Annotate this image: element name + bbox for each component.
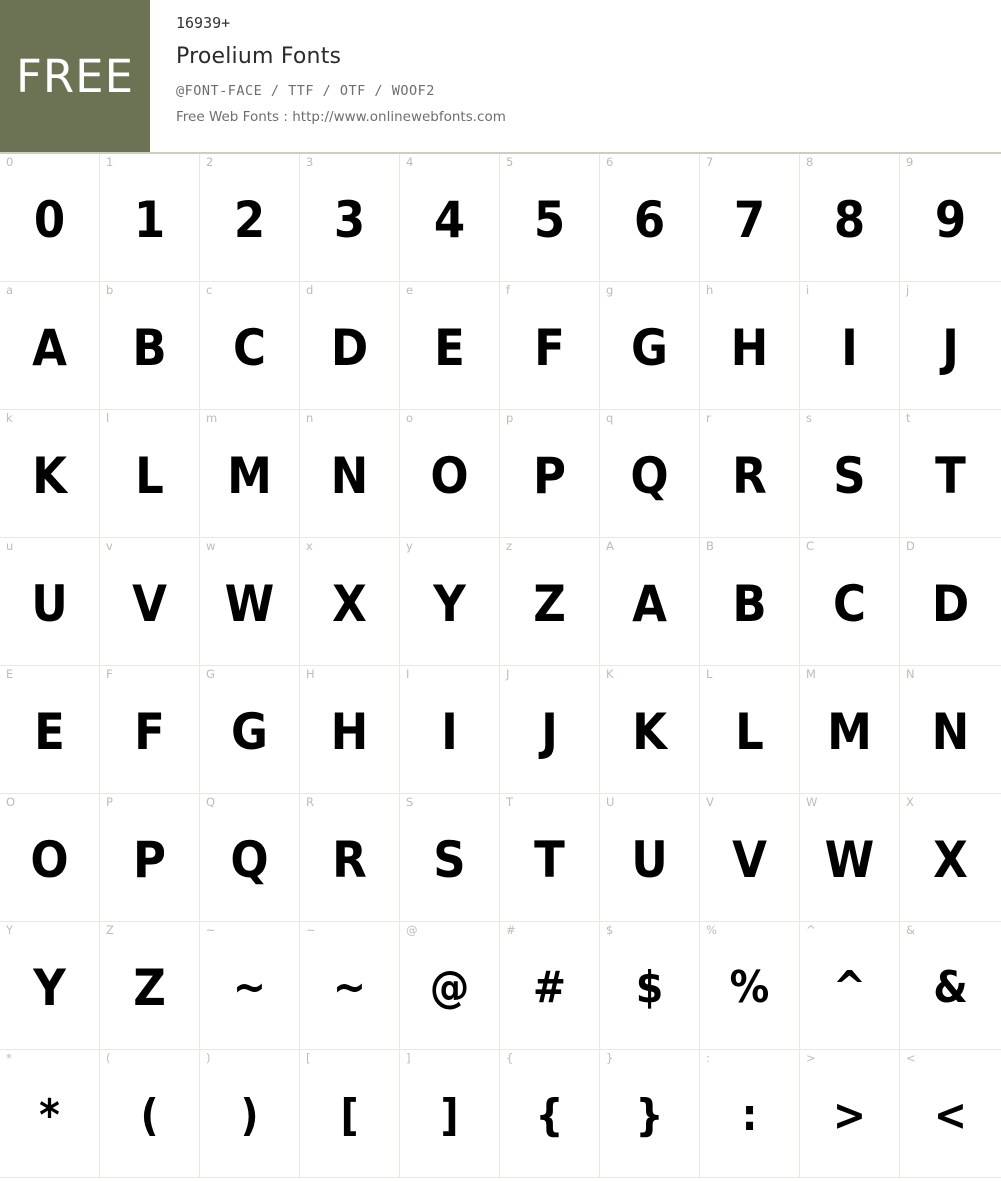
- glyph-cell-label: M: [806, 667, 816, 681]
- version-label: 16939+: [176, 14, 231, 32]
- glyph-cell-label: R: [306, 795, 314, 809]
- glyph-cell[interactable]: [400, 154, 500, 281]
- glyph-cell-label: t: [906, 411, 911, 425]
- glyph-cell[interactable]: [800, 1050, 900, 1177]
- glyph-cell-label: 7: [706, 155, 714, 169]
- glyph-cell[interactable]: [0, 282, 100, 409]
- glyph-cell-label: 2: [206, 155, 214, 169]
- glyph-cell[interactable]: [400, 1050, 500, 1177]
- glyph-cell-label: 0: [6, 155, 14, 169]
- glyph-cell-character: &: [933, 961, 968, 1013]
- glyph-cell-character: ]: [440, 1089, 459, 1141]
- glyph-cell[interactable]: [600, 410, 700, 537]
- glyph-row: [0, 538, 1001, 666]
- glyph-cell-character: V: [732, 830, 767, 889]
- glyph-cell-label: 8: [806, 155, 814, 169]
- glyph-cell[interactable]: [0, 1050, 100, 1177]
- glyph-cell-character: L: [735, 702, 764, 761]
- glyph-cell-character: 9: [934, 190, 967, 249]
- glyph-cell-character: G: [231, 702, 268, 761]
- glyph-cell-label: >: [806, 1051, 816, 1065]
- glyph-cell-label: k: [6, 411, 13, 425]
- glyph-cell-label: Q: [206, 795, 216, 809]
- glyph-cell-character: B: [732, 574, 767, 633]
- glyph-cell-character: Z: [133, 958, 166, 1017]
- glyph-cell[interactable]: [400, 538, 500, 665]
- glyph-cell[interactable]: [400, 410, 500, 537]
- glyph-cell-label: H: [306, 667, 315, 681]
- glyph-cell-label: X: [906, 795, 914, 809]
- glyph-cell-label: S: [406, 795, 414, 809]
- glyph-row: [0, 282, 1001, 410]
- glyph-cell-label: I: [406, 667, 410, 681]
- glyph-cell-label: 1: [106, 155, 114, 169]
- glyph-cell-character: O: [430, 446, 469, 505]
- glyph-cell-character: Y: [33, 958, 66, 1017]
- glyph-cell-character: Q: [230, 830, 269, 889]
- glyph-cell[interactable]: [600, 538, 700, 665]
- glyph-cell-character: X: [933, 830, 968, 889]
- glyph-cell-character: K: [32, 446, 67, 505]
- glyph-cell[interactable]: [500, 794, 600, 921]
- glyph-cell-character: K: [632, 702, 667, 761]
- glyph-cell-label: u: [6, 539, 14, 553]
- glyph-cell-character: 1: [133, 190, 166, 249]
- glyph-cell[interactable]: [500, 1050, 600, 1177]
- glyph-cell-label: @: [406, 923, 418, 937]
- glyph-cell[interactable]: [200, 1050, 300, 1177]
- glyph-cell[interactable]: [800, 154, 900, 281]
- glyph-cell[interactable]: [500, 538, 600, 665]
- glyph-row: [0, 1050, 1001, 1178]
- glyph-cell[interactable]: [500, 922, 600, 1049]
- glyph-cell-label: 5: [506, 155, 514, 169]
- glyph-cell[interactable]: [400, 666, 500, 793]
- glyph-cell[interactable]: [100, 666, 200, 793]
- source-url[interactable]: http://www.onlinewebfonts.com: [292, 109, 506, 125]
- glyph-cell-label: <: [906, 1051, 916, 1065]
- glyph-cell[interactable]: [500, 154, 600, 281]
- glyph-cell-label: ]: [406, 1051, 411, 1065]
- glyph-cell-label: c: [206, 283, 213, 297]
- source-prefix: Free Web Fonts :: [176, 109, 293, 125]
- glyph-cell-label: Y: [6, 923, 14, 937]
- glyph-cell-character: H: [730, 318, 769, 377]
- glyph-cell[interactable]: [300, 410, 400, 537]
- glyph-cell-character: P: [133, 830, 166, 889]
- glyph-cell-character: [: [340, 1089, 359, 1141]
- glyph-row: [0, 410, 1001, 538]
- font-info: [150, 0, 1001, 152]
- glyph-cell[interactable]: [0, 922, 100, 1049]
- glyph-cell[interactable]: [200, 410, 300, 537]
- glyph-cell-character: I: [841, 318, 858, 377]
- glyph-cell-label: *: [6, 1051, 12, 1065]
- glyph-cell[interactable]: [0, 794, 100, 921]
- glyph-cell-label: U: [606, 795, 615, 809]
- glyph-cell-character: U: [31, 574, 68, 633]
- glyph-cell-label: p: [506, 411, 514, 425]
- glyph-cell[interactable]: [900, 794, 1001, 921]
- glyph-cell-character: S: [433, 830, 466, 889]
- glyph-cell[interactable]: [900, 538, 1001, 665]
- formats-label: @FONT-FACE / TTF / OTF / WOOF2: [176, 83, 435, 99]
- glyph-cell-character: J: [541, 702, 558, 761]
- glyph-cell[interactable]: [100, 282, 200, 409]
- glyph-cell-label: x: [306, 539, 313, 553]
- glyph-cell-character: >: [832, 1089, 867, 1141]
- glyph-cell[interactable]: [500, 282, 600, 409]
- glyph-cell-character: }: [635, 1089, 664, 1141]
- glyph-cell-character: E: [34, 702, 65, 761]
- glyph-cell-label: }: [606, 1051, 614, 1065]
- glyph-cell[interactable]: [100, 154, 200, 281]
- glyph-cell-label: e: [406, 283, 414, 297]
- glyph-cell-label: {: [506, 1051, 514, 1065]
- glyph-cell[interactable]: [900, 922, 1001, 1049]
- glyph-cell-character: N: [931, 702, 970, 761]
- glyph-cell-character: 0: [33, 190, 66, 249]
- glyph-cell-label: W: [806, 795, 818, 809]
- page-header: [0, 0, 1001, 154]
- glyph-cell-label: v: [106, 539, 113, 553]
- glyph-cell[interactable]: [300, 154, 400, 281]
- glyph-cell-label: o: [406, 411, 414, 425]
- glyph-cell[interactable]: [300, 538, 400, 665]
- glyph-cell-label: D: [906, 539, 915, 553]
- glyph-cell[interactable]: [700, 282, 800, 409]
- glyph-cell-label: d: [306, 283, 314, 297]
- glyph-cell[interactable]: [900, 282, 1001, 409]
- glyph-cell-label: 6: [606, 155, 614, 169]
- glyph-cell[interactable]: [800, 794, 900, 921]
- glyph-cell-label: E: [6, 667, 14, 681]
- glyph-cell-label: P: [106, 795, 113, 809]
- glyph-cell-character: ~: [332, 961, 367, 1013]
- glyph-cell[interactable]: [500, 666, 600, 793]
- glyph-cell-character: 5: [533, 190, 566, 249]
- glyph-cell[interactable]: [700, 794, 800, 921]
- glyph-cell[interactable]: [300, 794, 400, 921]
- glyph-cell-character: D: [931, 574, 970, 633]
- glyph-cell[interactable]: [900, 1050, 1001, 1177]
- glyph-cell-label: T: [506, 795, 514, 809]
- glyph-cell[interactable]: [700, 538, 800, 665]
- glyph-cell[interactable]: [900, 410, 1001, 537]
- glyph-cell-label: y: [406, 539, 413, 553]
- glyph-cell-label: 4: [406, 155, 414, 169]
- glyph-cell[interactable]: [400, 282, 500, 409]
- glyph-cell-character: 8: [833, 190, 866, 249]
- glyph-cell[interactable]: [200, 282, 300, 409]
- glyph-cell[interactable]: [200, 922, 300, 1049]
- glyph-cell-character: Y: [433, 574, 466, 633]
- glyph-cell-character: E: [434, 318, 465, 377]
- glyph-cell-label: C: [806, 539, 815, 553]
- glyph-cell-label: z: [506, 539, 513, 553]
- glyph-row: [0, 666, 1001, 794]
- glyph-cell-label: n: [306, 411, 314, 425]
- glyph-cell-character: W: [824, 830, 875, 889]
- glyph-cell-character: C: [832, 574, 866, 633]
- glyph-cell-character: T: [935, 446, 966, 505]
- glyph-cell-label: (: [106, 1051, 111, 1065]
- glyph-cell-character: {: [535, 1089, 564, 1141]
- glyph-cell-character: L: [135, 446, 164, 505]
- glyph-cell-character: O: [30, 830, 69, 889]
- glyph-cell[interactable]: [300, 666, 400, 793]
- glyph-cell-character: #: [532, 961, 567, 1013]
- glyph-cell-label: F: [106, 667, 113, 681]
- glyph-cell-character: F: [534, 318, 565, 377]
- glyph-cell-label: L: [706, 667, 713, 681]
- glyph-cell[interactable]: [600, 922, 700, 1049]
- glyph-cell-label: i: [806, 283, 810, 297]
- glyph-cell-character: T: [534, 830, 565, 889]
- glyph-cell-character: M: [827, 702, 872, 761]
- glyph-cell-character: U: [631, 830, 668, 889]
- glyph-cell[interactable]: [800, 282, 900, 409]
- glyph-cell[interactable]: [100, 794, 200, 921]
- glyph-cell[interactable]: [200, 154, 300, 281]
- glyph-cell-character: 7: [733, 190, 766, 249]
- glyph-cell-character: W: [224, 574, 275, 633]
- glyph-row: [0, 794, 1001, 922]
- glyph-cell-label: r: [706, 411, 711, 425]
- glyph-row: [0, 922, 1001, 1050]
- glyph-cell-character: @: [429, 961, 470, 1013]
- glyph-cell[interactable]: [600, 282, 700, 409]
- glyph-cell[interactable]: [700, 154, 800, 281]
- glyph-cell[interactable]: [400, 922, 500, 1049]
- glyph-cell-label: #: [506, 923, 516, 937]
- glyph-cell-character: F: [134, 702, 165, 761]
- source-line: [176, 109, 1001, 125]
- glyph-cell-label: ): [206, 1051, 211, 1065]
- glyph-cell[interactable]: [800, 410, 900, 537]
- glyph-cell[interactable]: [100, 1050, 200, 1177]
- glyph-cell[interactable]: [800, 538, 900, 665]
- glyph-cell-character: M: [227, 446, 272, 505]
- glyph-cell-label: J: [506, 667, 510, 681]
- glyph-cell-character: H: [330, 702, 369, 761]
- glyph-cell-label: w: [206, 539, 216, 553]
- glyph-cell-label: j: [906, 283, 910, 297]
- glyph-cell-label: g: [606, 283, 614, 297]
- glyph-cell-label: s: [806, 411, 812, 425]
- glyph-cell[interactable]: [700, 666, 800, 793]
- glyph-cell[interactable]: [0, 154, 100, 281]
- glyph-cell[interactable]: [600, 1050, 700, 1177]
- free-badge: FREE: [0, 0, 150, 152]
- glyph-cell-character: $: [635, 961, 664, 1013]
- glyph-cell-character: ~: [232, 961, 267, 1013]
- glyph-cell-character: B: [132, 318, 167, 377]
- glyph-cell-label: K: [606, 667, 614, 681]
- glyph-cell[interactable]: [800, 666, 900, 793]
- glyph-cell[interactable]: [400, 794, 500, 921]
- glyph-cell-character: :: [741, 1089, 758, 1141]
- glyph-cell[interactable]: [700, 410, 800, 537]
- glyph-cell-label: h: [706, 283, 714, 297]
- glyph-cell[interactable]: [0, 538, 100, 665]
- glyph-cell[interactable]: [100, 410, 200, 537]
- glyph-cell-label: G: [206, 667, 215, 681]
- glyph-cell-label: 3: [306, 155, 314, 169]
- glyph-cell-label: q: [606, 411, 614, 425]
- glyph-cell-character: N: [330, 446, 369, 505]
- glyph-cell-character: J: [942, 318, 959, 377]
- glyph-cell-label: &: [906, 923, 915, 937]
- glyph-cell-label: $: [606, 923, 614, 937]
- glyph-cell-character: <: [933, 1089, 968, 1141]
- glyph-cell-character: R: [332, 830, 367, 889]
- glyph-cell-character: X: [332, 574, 367, 633]
- glyph-cell-character: (: [140, 1089, 159, 1141]
- glyph-cell-label: ~: [206, 923, 216, 937]
- glyph-row: [0, 154, 1001, 282]
- glyph-cell[interactable]: [500, 410, 600, 537]
- glyph-cell-label: B: [706, 539, 714, 553]
- glyph-cell-character: C: [232, 318, 266, 377]
- glyph-cell-label: Z: [106, 923, 114, 937]
- glyph-cell[interactable]: [300, 282, 400, 409]
- glyph-cell-character: Z: [533, 574, 566, 633]
- glyph-cell-label: [: [306, 1051, 311, 1065]
- glyph-cell[interactable]: [700, 922, 800, 1049]
- glyph-cell[interactable]: [0, 666, 100, 793]
- glyph-cell[interactable]: [100, 922, 200, 1049]
- glyph-cell-character: I: [441, 702, 458, 761]
- glyph-cell[interactable]: [0, 410, 100, 537]
- glyph-cell-character: 2: [233, 190, 266, 249]
- glyph-cell-label: b: [106, 283, 114, 297]
- glyph-cell-character: A: [632, 574, 667, 633]
- glyph-cell-character: *: [39, 1089, 60, 1141]
- glyph-cell[interactable]: [200, 794, 300, 921]
- glyph-cell-character: ^: [832, 961, 867, 1013]
- glyph-cell-label: V: [706, 795, 714, 809]
- glyph-cell-character: V: [132, 574, 167, 633]
- glyph-cell[interactable]: [800, 922, 900, 1049]
- glyph-cell-label: ~: [306, 923, 316, 937]
- glyph-cell[interactable]: [100, 538, 200, 665]
- glyph-cell-character: ): [240, 1089, 259, 1141]
- glyph-cell[interactable]: [600, 666, 700, 793]
- glyph-cell-label: m: [206, 411, 218, 425]
- glyph-cell[interactable]: [700, 1050, 800, 1177]
- glyph-cell-label: f: [506, 283, 511, 297]
- glyph-cell-character: P: [533, 446, 566, 505]
- glyph-cell-label: %: [706, 923, 717, 937]
- glyph-cell[interactable]: [600, 794, 700, 921]
- glyph-cell-label: A: [606, 539, 614, 553]
- glyph-cell-character: A: [32, 318, 67, 377]
- glyph-cell-character: 4: [433, 190, 466, 249]
- glyph-cell[interactable]: [900, 154, 1001, 281]
- glyph-cell[interactable]: [200, 666, 300, 793]
- glyph-cell[interactable]: [300, 1050, 400, 1177]
- glyph-cell[interactable]: [200, 538, 300, 665]
- glyph-cell[interactable]: [600, 154, 700, 281]
- glyph-cell-character: 3: [333, 190, 366, 249]
- glyph-cell-character: %: [729, 961, 770, 1013]
- glyph-cell-character: S: [833, 446, 866, 505]
- glyph-cell-label: O: [6, 795, 16, 809]
- glyph-cell-label: l: [106, 411, 110, 425]
- glyph-cell-character: Q: [630, 446, 669, 505]
- glyph-cell-label: ^: [806, 923, 816, 937]
- glyph-cell-label: a: [6, 283, 14, 297]
- glyph-cell[interactable]: [300, 922, 400, 1049]
- glyph-cell[interactable]: [900, 666, 1001, 793]
- glyph-cell-character: G: [631, 318, 668, 377]
- glyph-cell-character: 6: [633, 190, 666, 249]
- glyph-cell-label: :: [706, 1051, 710, 1065]
- glyph-cell-character: R: [732, 446, 767, 505]
- glyph-cell-label: 9: [906, 155, 914, 169]
- page-title: Proelium Fonts: [176, 44, 342, 69]
- glyph-cell-character: D: [330, 318, 369, 377]
- glyph-cell-label: N: [906, 667, 915, 681]
- glyph-grid: [0, 154, 1001, 1178]
